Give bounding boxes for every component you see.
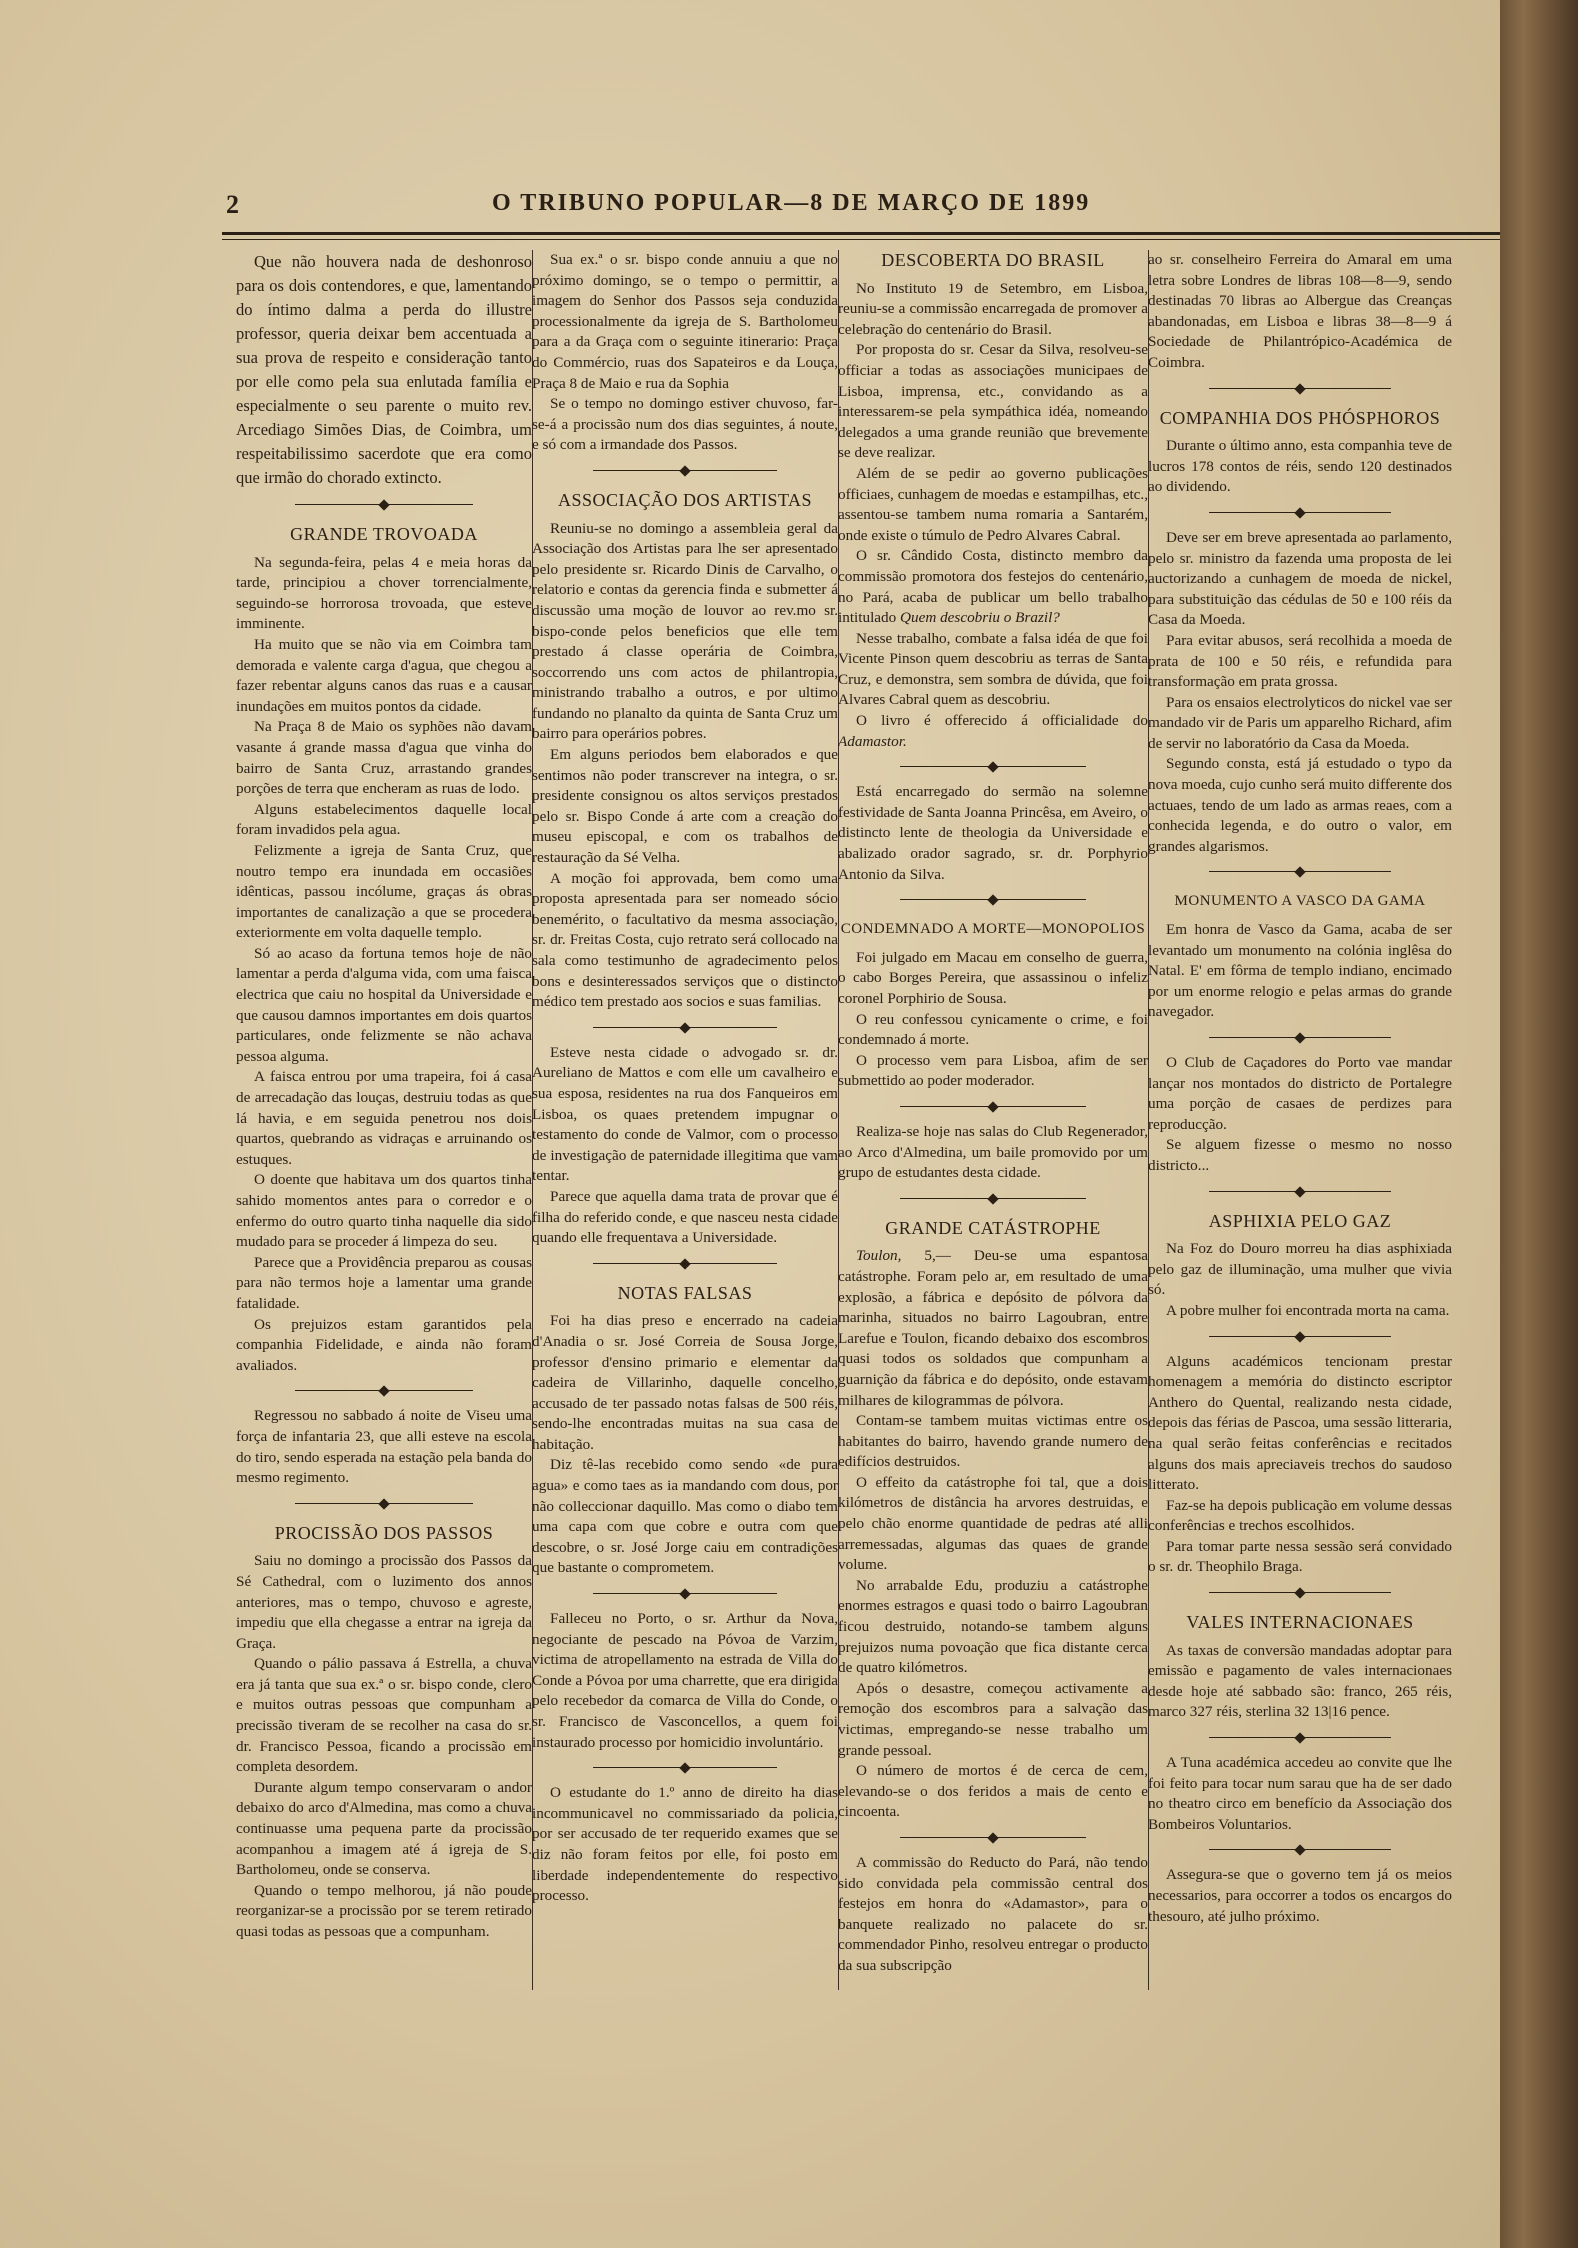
article-paragraph: Felizmente a igreja de Santa Cruz, que noutro tempo era inundada em occasiões idênticas, passou incólume, graças ás obras importantes de canalização a que se procedera exteriormente em volta daquelle templo. — [236, 841, 532, 942]
column-3 — [838, 250, 1148, 2010]
article-paragraph — [838, 1246, 1148, 1411]
article-paragraph: Na segunda-feira, pelas 4 e meia horas da tarde, principiou a chover torrencialmente, seguindo-se horrorosa trovoada, que esteve imminente. — [236, 553, 532, 633]
section-separator — [1209, 1841, 1391, 1859]
article-paragraph: ao sr. conselheiro Ferreira do Amaral em uma letra sobre Londres de libras 108—8—9, sendo destinadas 70 libras ao Albergue das Creanças abandonadas, em Lisboa e libras 38—8—9 á Sociedade de Philantrópico-Académica de Coimbra. — [1148, 251, 1452, 371]
header-rule — [222, 232, 1502, 240]
article-paragraph: Durante o último anno, esta companhia teve de lucros 178 contos de réis, sendo 120 destinados ao dividendo. — [1148, 437, 1452, 496]
article-paragraph: No Instituto 19 de Setembro, em Lisboa, reuniu-se a commissão encarregada de promover a celebração do centenário do Brasil. — [838, 279, 1148, 338]
article-paragraph: O effeito da catástrophe foi tal, que a dois kilómetros de distância ha arvores destruidas, e pelo chão enorme quantidade de pedras até alli arremessadas, algumas das quaes de grande volume. — [838, 1473, 1148, 1574]
book-title: Quem descobriu o Brazil? — [900, 609, 1060, 627]
article-title: GRANDE TROVOADA — [290, 524, 478, 544]
article-paragraph: Se alguem fizesse o mesmo no nosso districto... — [1148, 1136, 1452, 1174]
section-separator — [593, 1585, 777, 1603]
article-paragraph: Ha muito que se não via em Coimbra tam demorada e valente carga d'agua, que chegou a fazer rebentar alguns canos das ruas e a causar inundações em muitos pontos da cidade. — [236, 635, 532, 715]
article-paragraph: Está encarregado do sermão na solemne festividade de Santa Joanna Princêsa, em Aveiro, o distincto lente de theologia da Universidade e abalizado orador sagrado, sr. dr. Porphyrio Antonio da Silva. — [838, 783, 1148, 883]
section-separator — [900, 891, 1086, 909]
article-paragraph: Foi ha dias preso e encerrado na cadeia d'Anadia o sr. José Correia de Sousa Jorge, professor d'ensino primario e elementar da cadeira de Villarinho, daquelle concelho, accusado de ter passado notas falsas de 500 réis, sendo-lhe encontradas muitas na sua casa de habitação. — [532, 1312, 838, 1453]
article-paragraph: Alguns académicos tencionam prestar homenagem a memória do distincto escriptor Anthero do Quental, realizando nesta cidade, depois das férias de Pascoa, uma sessão litteraria, na qual serão feitas conferências e recitados alguns dos mais apreciaveis trechos do saudoso litterato. — [1148, 1352, 1452, 1494]
section-separator — [1209, 863, 1391, 881]
article-paragraph: Deve ser em breve apresentada ao parlamento, pelo sr. ministro da fazenda uma proposta de lei auctorizando a cunhagem de moeda de nickel, para substituição das cédulas de 50 e 100 réis da Casa da Moeda. — [1148, 528, 1452, 629]
section-separator — [295, 1382, 473, 1400]
page-number: 2 — [226, 190, 239, 219]
article-paragraph: Faz-se ha depois publicação em volume dessas conferências e trechos escolhidos. — [1148, 1496, 1452, 1535]
section-separator — [1209, 1183, 1391, 1201]
article-paragraph — [838, 711, 1148, 752]
article-paragraph: Realiza-se hoje nas salas do Club Regenerador, ao Arco d'Almedina, um baile promovido por um grupo de estudantes desta cidade. — [838, 1122, 1148, 1182]
article-paragraph: A moção foi approvada, bem como uma proposta apresentada para ser nomeado sócio benemérito, o facultativo da mesma associação, sr. dr. Freitas Costa, cujo retrato será collocado na sala como testimunho de agradecimento pelos bons e desinteressados serviços que o distincto médico tem prestado aos socios e suas familias. — [532, 869, 838, 1011]
article-paragraph: Parece que a Providência preparou as cousas para não termos hoje a lamentar uma grande fatalidade. — [236, 1253, 532, 1312]
article-paragraph: O processo vem para Lisboa, afim de ser submettido ao poder moderador. — [838, 1051, 1148, 1090]
section-separator — [900, 758, 1086, 776]
dateline: Toulon, — [856, 1247, 902, 1265]
article-paragraph: Se o tempo no domingo estiver chuvoso, far-se-á a procissão num dos dias seguintes, á noute, e só com a irmandade dos Passos. — [532, 395, 838, 454]
article-title: MONUMENTO A VASCO DA GAMA — [1174, 893, 1426, 910]
article-title: ASSOCIAÇÃO DOS ARTISTAS — [557, 489, 813, 510]
article-title: ASPHIXIA PELO GAZ — [1208, 1210, 1392, 1231]
article-paragraph: Além de se pedir ao governo publicações officiaes, cunhagem de moedas e estampilhas, etc., assentou-se tambem numa romaria a Santarém, onde existe o túmulo de Pedro Alvares Cabral. — [838, 464, 1148, 544]
article-title: CONDEMNADO A MORTE—MONOPOLIOS — [840, 921, 1146, 938]
article-paragraph: O doente que habitava um dos quartos tinha sahido momentos antes para o corredor e o enfermo do outro quarto tinha naquelle dia sido mudado para se proceder á limpeza do seu. — [236, 1171, 532, 1251]
paragraph-text: O sr. Cândido Costa, distincto membro da commissão promotora dos festejos do centenário, no Pará, acaba de publicar um bello trabalho intitulado — [838, 547, 1148, 627]
article-paragraph: Regressou no sabbado á noite de Viseu uma força de infantaria 23, que alli esteve na escola do tiro, sendo esperada na estação pela banda do mesmo regimento. — [236, 1407, 532, 1487]
article-paragraph: Segundo consta, está já estudado o typo da nova moeda, cujo cunho será muito differente dos actuaes, tendo de um lado as armas reaes, com a conhecida legenda, e do outro o valor, em grandes algarismos. — [1148, 755, 1452, 855]
section-separator — [900, 1829, 1086, 1847]
article-paragraph: Que não houvera nada de deshonroso para os dois contendores, e que, lamentando do íntimo dalma a perda do illustre professor, queria deixar bem accentuada a sua prova de respeito e consideração tanto por elle como pela sua enlutada família e especialmente o seu parente o muito rev. Arcediago Simões Dias, de Coimbra, um respeitabilissimo sacerdote que era como que irmão do chorado extincto. — [236, 252, 532, 487]
article-title: GRANDE CATÁSTROPHE — [885, 1217, 1101, 1238]
article-paragraph: O estudante do 1.º anno de direito ha dias incommunicavel no commissariado da policia, por ser accusado de ter requerido exames que se diz não foram feitos por elle, foi posto em liberdade independentemente do respectivo processo. — [532, 1784, 838, 1905]
article-paragraph: Em honra de Vasco da Gama, acaba de ser levantado um monumento na colónia inglêsa do Natal. E' em fôrma de templo indiano, encimado por um enorme relogio e pelas armas do grande navegador. — [1148, 921, 1452, 1021]
article-title: NOTAS FALSAS — [617, 1282, 753, 1303]
article-paragraph: O reu confessou cynicamente o crime, e foi condemnado á morte. — [838, 1010, 1148, 1049]
article-title: PROCISSÃO DOS PASSOS — [274, 1522, 494, 1543]
article-title: COMPANHIA DOS PHÓSPHOROS — [1159, 407, 1441, 428]
article-paragraph: A commissão do Reducto do Pará, não tendo sido convidada pela commissão central dos festejos em honra do «Adamastor», para o banquete realizado no palacete do sr. commendador Pinho, resolveu entregar o producto da sua subscripção — [838, 1853, 1148, 1974]
article-title: DESCOBERTA DO BRASIL — [881, 250, 1105, 270]
article-paragraph: Os prejuizos estam garantidos pela companhia Fidelidade, e ainda não foram avaliados. — [236, 1315, 532, 1374]
article-paragraph: Por proposta do sr. Cesar da Silva, resolveu-se officiar a todas as associações municipaes de Lisboa, imprensa, etc., convidando as a interessarem-se pela sympáthica idéa, nomeando delegados a uma grande reunião que brevemente se deve realizar. — [838, 341, 1148, 462]
article-paragraph: A pobre mulher foi encontrada morta na cama. — [1166, 1301, 1450, 1319]
article-paragraph: Para evitar abusos, será recolhida a moeda de prata de 100 e 50 réis, e refundida para transformação em prata grossa. — [1148, 631, 1452, 691]
page-header — [222, 188, 1502, 222]
newspaper-title: O TRIBUNO POPULAR—8 DE MARÇO DE 1899 — [492, 190, 1091, 216]
article-paragraph: Quando o pálio passava á Estrella, a chuva era já tanta que sua ex.ª o sr. bispo conde, clero e muitos outras pessoas que compunham a precissão tiveram de se recolher na casa do sr. dr. Francisco Pessoa, ficando a procissão em completa desordem. — [236, 1655, 532, 1776]
article-paragraph: Saiu no domingo a procissão dos Passos da Sé Cathedral, com o luzimento dos annos anteriores, mas o tempo, chuvoso e agreste, impediu que ella chegasse a entrar na igreja da Graça. — [236, 1552, 532, 1652]
ship-name: Adamastor. — [838, 732, 907, 750]
article-paragraph: Só ao acaso da fortuna temos hoje de não lamentar a perda d'alguma vida, com uma faisca electrica que caiu no hospital da Universidade e que causou damnos importantes em dois quartos particulares, onde felizmente se não achava pessoa alguma. — [236, 944, 532, 1065]
article-paragraph: Após o desastre, começou activamente a remoção dos escombros para a salvação das victimas, empregando-se nesse trabalho um grande pessoal. — [838, 1679, 1148, 1759]
section-separator — [295, 1495, 473, 1513]
article-paragraph: Quando o tempo melhorou, já não poude reorganizar-se a procissão por se terem retirado quasi todas as pessoas que a compunham. — [236, 1881, 532, 1940]
section-separator — [593, 462, 777, 480]
article-paragraph: Parece que aquella dama trata de provar que é filha do referido conde, e que nasceu nesta cidade quando elle frequentava a Universidade. — [532, 1187, 838, 1247]
article-paragraph: Durante algum tempo conservaram o andor debaixo do arco d'Almedina, mas como a chuva continuasse uma pequena parte da procissão acompanhou a imagem até á igreja de S. Bartholomeu, onde se conserva. — [236, 1778, 532, 1879]
column-1 — [236, 250, 532, 2010]
article-paragraph: As taxas de conversão mandadas adoptar para emissão e pagamento de vales internacionaes desde hoje até sabbado são: franco, 265 réis, marco 327 réis, sterlina 32 13|16 pence. — [1148, 1641, 1452, 1721]
article-paragraph: Diz tê-las recebido como sendo «de pura agua» e como taes as ia mandando com dous, por não colleccionar daquillo. Mas como o diabo tem uma capa com que cobre e outra com que descobre, o sr. José Jorge caiu em contradições que bastante o comprometem. — [532, 1456, 838, 1577]
section-separator — [593, 1759, 777, 1777]
article-paragraph: A Tuna académica accedeu ao convite que lhe foi feito para tocar num sarau que ha de ser dado no theatro circo em benefício da Associação dos Bombeiros Voluntarios. — [1148, 1754, 1452, 1833]
article-paragraph: Na Foz do Douro morreu ha dias asphixiada pelo gaz de illuminação, uma mulher que vivia só. — [1148, 1240, 1452, 1299]
article-paragraph: Contam-se tambem muitas victimas entre os habitantes do bairro, havendo grande numero de edifícios destruidos. — [838, 1412, 1148, 1471]
article-paragraph: Na Praça 8 de Maio os syphões não davam vasante á grande massa d'agua que vinha do bairro de Santa Cruz, arrastando grandes porções de terra que encheram as ruas de lodo. — [236, 718, 532, 798]
section-separator — [1209, 380, 1391, 398]
article-paragraph: Assegura-se que o governo tem já os meios necessarios, para occorrer a todos os encargos do thesouro, até julho próximo. — [1148, 1866, 1452, 1925]
section-separator — [1209, 504, 1391, 522]
article-paragraph: Alguns estabelecimentos daquelle local foram invadidos pela agua. — [236, 800, 532, 839]
section-separator — [900, 1190, 1086, 1208]
article-paragraph: No arrabalde Edu, produziu a catástrophe enormes estragos e quasi todo o bairro Lagoubran ficou destruido, notando-se tambem alguns prejuizos numa povoação que fica distante cerca de quatro kilómetros. — [838, 1576, 1148, 1677]
article-paragraph: O Club de Caçadores do Porto vae mandar lançar nos montados do districto de Portalegre uma porção de casaes de perdizes para reproducção. — [1148, 1054, 1452, 1133]
section-separator — [593, 1255, 777, 1273]
article-paragraph: A faisca entrou por uma trapeira, foi á casa de arrecadação das louças, destruiu todas as que lá havia, e em seguida penetrou nos dois quartos, quebrando as vidraças e arruinando os estuques. — [236, 1068, 532, 1168]
article-paragraph: Para tomar parte nessa sessão será convidado o sr. dr. Theophilo Braga. — [1148, 1537, 1452, 1576]
article-paragraph: Para os ensaios electrolyticos do nickel vae ser mandado vir de Paris um apparelho Richard, afim de servir no laboratório da Casa da Moeda. — [1148, 693, 1452, 752]
article-paragraph: O número de mortos é de cerca de cem, elevando-se o dos feridos a mais de cento e cincoenta. — [838, 1762, 1148, 1821]
article-title: VALES INTERNACIONAES — [1186, 1612, 1414, 1633]
section-separator — [1209, 1584, 1391, 1602]
section-separator — [1209, 1729, 1391, 1747]
article-paragraph: Reuniu-se no domingo a assembleia geral da Associação dos Artistas para lhe ser apresentado pelo presidente sr. Ricardo Dinis de Carvalho, o relatorio e contas da gerencia finda e submetter á discussão uma moção de louvor ao rev.mo sr. bispo-conde pelos beneficios que elle tem prestado á classe operária de Coimbra, soccorrendo uns com actos de philantropia, ministrando trabalho a outros, e por ultimo fundando no planalto da quinta de Santa Cruz um bairro para operários pobres. — [532, 519, 838, 743]
paragraph-text: O livro é offerecido á officialidade do — [856, 712, 1148, 730]
article-paragraph: Nesse trabalho, combate a falsa idéa de que foi Vicente Pinson quem descobriu as terras de Santa Cruz, e demonstra, sem sombra de dúvida, que foi Alvares Cabral quem as descobriu. — [838, 629, 1148, 709]
section-separator — [900, 1098, 1086, 1116]
article-paragraph: Falleceu no Porto, o sr. Arthur da Nova, negociante de pescado na Póvoa de Varzim, victima de atropellamento na estrada de Villa do Conde a Póvoa por uma charrette, que era dirigida pelo recebedor da comarca de Villa do Conde, o sr. Francisco de Vasconcellos, a quem foi instaurado processo por homicidio involuntário. — [532, 1610, 838, 1751]
column-2 — [532, 250, 838, 2010]
section-separator — [593, 1019, 777, 1037]
page-edge-shadow — [1500, 0, 1578, 2248]
column-4 — [1148, 250, 1452, 2010]
article-paragraph: Foi julgado em Macau em conselho de guerra, o cabo Borges Pereira, que assassinou o infeliz coronel Porphirio de Sousa. — [838, 948, 1148, 1007]
paragraph-text: 5,— Deu-se uma espantosa catástrophe. Foram pelo ar, em resultado de uma explosão, a fábrica e depósito de pólvora da marinha, situados no bairro Lagoubran, entre Larefue e Toulon, ficando debaixo dos escombros quasi todos os soldados que compunham a guarnição da fábrica e do depósito, onde estavam milhares de kilogrammas de pólvora. — [838, 1247, 1148, 1409]
article-paragraph: Em alguns periodos bem elaborados e que sentimos não poder transcrever na integra, o sr. presidente consignou os altos serviços prestados pelo sr. Bispo Conde á arte com a creação do museu episcopal, e com os trabalhos de restauração da Sé Velha. — [532, 746, 838, 867]
section-separator — [1209, 1328, 1391, 1346]
section-separator — [1209, 1029, 1391, 1047]
article-paragraph: Sua ex.ª o sr. bispo conde annuiu a que no próximo domingo, se o tempo o permittir, a imagem do Senhor dos Passos seja conduzida processionalmente da igreja de S. Bartholomeu para a da Graça com o seguinte itinerario: Praça do Commércio, ruas dos Sapateiros e da Louça, Praça 8 de Maio e rua da Sophia — [532, 251, 838, 392]
article-paragraph: Esteve nesta cidade o advogado sr. dr. Aureliano de Mattos e com elle um cavalheiro e sua esposa, residentes na rua dos Fanqueiros em Lisboa, os quaes pretendem impugnar o testamento do conde de Valmor, com o processo de investigação de paternidade illegitima que vam tentar. — [532, 1043, 838, 1185]
article-paragraph — [838, 546, 1148, 628]
section-separator — [295, 496, 473, 514]
